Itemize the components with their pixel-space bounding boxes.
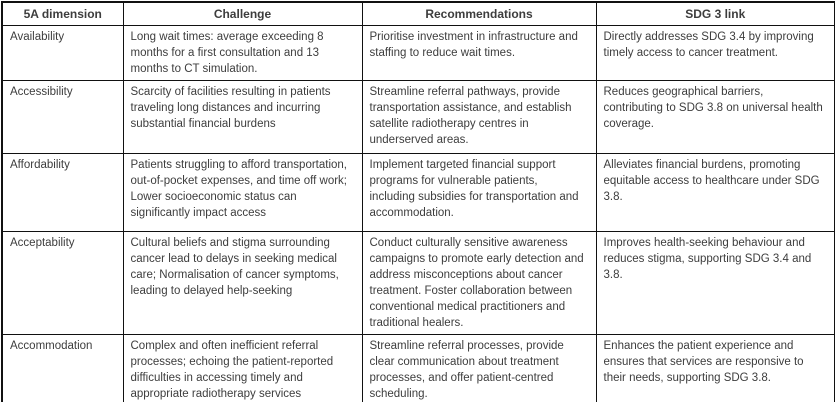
cell-challenge: Cultural beliefs and stigma surrounding cancer lead to delays in seeking medical care; Normalisation of cancer symptoms, leading to delayed help-seeking: [123, 231, 362, 334]
header-row: [2, 2, 835, 25]
cell-dimension: Affordability: [2, 153, 123, 231]
table-row-accommodation: [2, 334, 835, 402]
cell-sdg: Alleviates financial burdens, promoting equitable access to healthcare under SDG 3.8.: [596, 153, 835, 231]
cell-dimension: Acceptability: [2, 231, 123, 334]
cell-sdg: Enhances the patient experience and ensures that services are responsive to their needs, supporting SDG 3.8.: [596, 334, 835, 402]
cell-dimension: Availability: [2, 25, 123, 80]
cell-sdg: Improves health-seeking behaviour and reduces stigma, supporting SDG 3.4 and 3.8.: [596, 231, 835, 334]
cell-sdg: Reduces geographical barriers, contributing to SDG 3.8 on universal health coverage.: [596, 80, 835, 153]
cell-recommendations: Implement targeted financial support programs for vulnerable patients, including subsidies for transportation and accommodation.: [362, 153, 596, 231]
header-cell-challenge: Challenge: [123, 2, 362, 25]
cell-challenge: Scarcity of facilities resulting in patients traveling long distances and incurring substantial financial burdens: [123, 80, 362, 153]
cell-challenge: Complex and often inefficient referral processes; echoing the patient-reported difficulties in accessing timely and appropriate radiotherapy services: [123, 334, 362, 402]
table-header: [2, 2, 835, 25]
cell-recommendations: Prioritise investment in infrastructure and staffing to reduce wait times.: [362, 25, 596, 80]
cell-dimension: Accessibility: [2, 80, 123, 153]
cell-challenge: Patients struggling to afford transportation, out-of-pocket expenses, and time off work; Lower socioeconomic status can significantly impact access: [123, 153, 362, 231]
cell-dimension: Accommodation: [2, 334, 123, 402]
header-cell-sdg: SDG 3 link: [596, 2, 835, 25]
cell-challenge: Long wait times: average exceeding 8 months for a first consultation and 13 months to CT simulation.: [123, 25, 362, 80]
cell-recommendations: Streamline referral pathways, provide transportation assistance, and establish satellite radiotherapy centres in underserved areas.: [362, 80, 596, 153]
cell-sdg: Directly addresses SDG 3.4 by improving timely access to cancer treatment.: [596, 25, 835, 80]
table-row-availability: [2, 25, 835, 80]
table-row-accessibility: [2, 80, 835, 153]
header-cell-recommendations: Recommendations: [362, 2, 596, 25]
table-row-acceptability: [2, 231, 835, 334]
five-a-dimensions-table: [1, 1, 835, 402]
cell-recommendations: Streamline referral processes, provide clear communication about treatment processes, and offer patient-centred scheduling.: [362, 334, 596, 402]
cell-recommendations: Conduct culturally sensitive awareness campaigns to promote early detection and address misconceptions about cancer treatment. Foster collaboration between conventional medical practitioners and traditional healers.: [362, 231, 596, 334]
table-row-affordability: [2, 153, 835, 231]
header-cell-dimension: 5A dimension: [2, 2, 123, 25]
table-body: [2, 25, 835, 402]
